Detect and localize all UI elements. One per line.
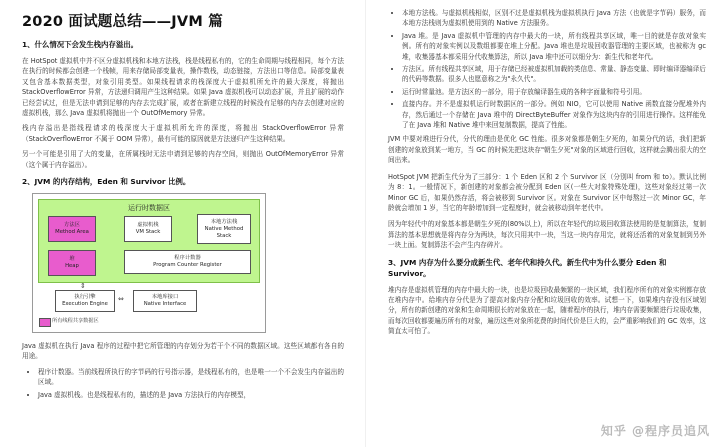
- right-column: [388, 8, 706, 343]
- heap-box: [48, 250, 96, 276]
- question-3-heading: 3、JVM 内存为什么要分成新生代、老年代和持久代。新生代中为什么要分 Eden 和 Survivor。: [388, 257, 667, 278]
- question-2-heading: 2、JVM 的内存结构，Eden 和 Survivor 比例。: [22, 177, 191, 187]
- document-title: 2020 面试题总结——JVM 篇: [22, 14, 223, 30]
- list-item: • 程序计数器。当前线程所执行的字节码的行号指示器，是线程私有的，也是唯一一个不会发生内存溢出的区域。: [38, 367, 344, 388]
- vm-stack-box: [124, 216, 172, 242]
- list-item: • 方法区。所有线程共享区域，用于存储已经被虚拟机加载的类信息、常量、静态变量、即时编译器编译后的代码等数据。很多人也愿意称之为"永久代"。: [402, 64, 706, 85]
- list-item: • Java 堆。是 Java 虚拟机中管理的内存中最大的一块，所有线程共享区域，唯一目的就是存放对象实例。所有的对象实例以及数组都要在堆上分配。Java 堆也是垃圾回收器管理的主要区域，也被称为 gc 堆，收集器基本都采用分代收集算法，所以 Java 堆中还可以细分为：新生代和老年代。: [402, 31, 706, 62]
- method-area-cn: 方法区: [64, 222, 80, 229]
- pc-register-cn: 程序计数器: [174, 255, 201, 262]
- native-interface-en: Native Interface: [143, 301, 187, 308]
- paragraph: 栈内存溢出是指线程请求的栈深度大于虚拟机所允许的深度，将抛出 StackOverflowError 异常（StackOverflowError 不属于 OOM 异常），最有可能的原因就是方法递归产生这种结果。: [22, 124, 344, 143]
- paragraph: HotSpot JVM 把新生代分为了三部分：1 个 Eden 区和 2 个 Survivor 区（分别叫 from 和 to）。默认比例为 8：1。一般情况下，新创建的对象都会被分配到 Eden 区(一些大对象特殊处理)，这些对象经过第一次 Minor GC 后，如果仍然存活，将会被移到 Survivor 区。对象在 Survivor 区中每熬过一次 Minor GC，年龄就会增加 1 岁，当它的年龄增加到一定程度时，就会被移动到年老代中。: [388, 172, 706, 212]
- paragraph: 另一个可能是引用了大的变量，在所属栈时无法申请到足够的内存空间，则抛出 OutOfMemoryError 异常（这个属于内存溢出）。: [22, 150, 344, 169]
- left-column: [22, 0, 344, 404]
- runtime-data-area: [38, 199, 260, 283]
- watermark: 知乎 @程序员追风: [600, 424, 710, 438]
- paragraph: 堆内存是虚拟机管理的内存中最大的一块，也是垃圾回收最频繁的一块区域，我们程序所有的对象实例都存放在堆内存中。给堆内存分代是为了提高对象内存分配和垃圾回收的效率。试想一下，如果堆内存没有区域划分，所有的新创建的对象和生命周期很长的对象放在一起，随着程序的执行，堆内存需要频繁进行垃圾收集，而每次回收都要遍历所有的对象，遍历这些对象所花费的时间代价是巨大的，会严重影响我们的 GC 效率，这简直太可怕了。: [388, 285, 706, 336]
- native-stack-cn: 本地方法栈: [210, 218, 238, 225]
- native-stack-en-1: Native Method: [204, 225, 244, 232]
- paragraph: 因为年轻代中的对象基本都是朝生夕死的(80%以上)，所以在年轻代的垃圾回收算法使用的是复制算法，复制算法的基本思想就是将内存分为两块，每次只用其中一块，当这一块内存用完，就将还活着的对象复制到另外一块上面。复制算法不会产生内存碎片。: [388, 220, 706, 250]
- memory-area-list: [388, 8, 706, 130]
- execution-engine-box: [55, 290, 115, 312]
- native-method-stack-box: [197, 214, 251, 244]
- list-item: • 直接内存。并不是虚拟机运行时数据区的一部分。例如 NIO，它可以使用 Native 函数直接分配堆外内存，然后通过一个存储在 Java 堆中的 DirectByteBuffer 对象作为这块内存的引用进行操作。这样能免了在 Java 堆和 Native 堆中来回复制数据，提高了性能。: [402, 99, 706, 130]
- memory-area-list: [22, 367, 344, 400]
- program-counter-box: [124, 250, 251, 274]
- method-area-box: [48, 216, 96, 242]
- list-item: • 本地方法栈。与虚拟机栈相似，区别不过是虚拟机栈为虚拟机执行 Java 方法（也就是字节码）服务，而本地方法栈则为虚拟机使用到的 Native 方法服务。: [402, 8, 706, 29]
- paragraph: JVM 中要对堆进行分代，分代的理由是优化 GC 性能。很多对象都是朝生夕死的，如果分代的话，我们把新创建的对象放到某一地方，当 GC 的时候先把这块存"朝生夕死"对象的区域进行回收，这样就会腾出很大的空间出来。: [388, 135, 706, 165]
- arrow-icon: ⇔: [118, 295, 124, 304]
- legend-swatch: [39, 318, 51, 327]
- vm-stack-en: VM Stack: [135, 229, 161, 236]
- runtime-data-area-title: 运行时数据区: [128, 204, 170, 213]
- legend-text: 所有线程共享数据区: [52, 318, 99, 325]
- column-divider: [365, 0, 366, 447]
- exec-engine-en: Execution Engine: [62, 301, 108, 308]
- list-item: • 运行时常量池。是方法区的一部分，用于存放编译器生成的各种字面量和符号引用。: [402, 87, 706, 97]
- arrow-icon: ⇕: [80, 282, 86, 291]
- exec-engine-cn: 执行引擎: [74, 294, 96, 301]
- paragraph: Java 虚拟机在执行 Java 程序的过程中把它所管理的内存划分为若干个不同的数据区域。这些区域都有各自的用途。: [22, 342, 344, 361]
- paragraph: 在 HotSpot 虚拟机中并不区分虚拟机栈和本地方法栈，栈是线程私有的，它的生命周期与线程相同，每个方法在执行的时候都会创建一个栈帧，用来存储局部变量表，操作数栈，动态链接，方法出口等信息。局部变量表又包含基本数据类型，对象引用类型。如果线程请求的栈深度大于虚拟机所允许的最大深度，将抛出 StackOverflowError 异常，方法递归调用产生这种结果。如果 Java 虚拟机栈可以动态扩展，并且扩展的动作已经尝试过，但是无法申请到足够的内存去完成扩展，或者在新建立线程的时候没有足够的内存去创建对应的虚拟机栈，那么 Java 虚拟机将抛出一个 OutOfMemory 异常。: [22, 57, 344, 118]
- vm-stack-cn: 虚拟机栈: [137, 222, 159, 229]
- list-item: • Java 虚拟机栈。也是线程私有的，描述的是 Java 方法执行的内存模型，: [38, 390, 344, 400]
- heap-en: Heap: [65, 263, 79, 270]
- pc-register-en: Program Counter Register: [153, 262, 222, 269]
- heap-cn: 堆: [69, 256, 75, 263]
- jvm-memory-diagram: [32, 193, 266, 333]
- method-area-en: Method Area: [55, 229, 89, 236]
- native-interface-box: [133, 290, 197, 312]
- native-interface-cn: 本地库接口: [151, 294, 179, 301]
- native-stack-en-2: Stack: [216, 232, 232, 239]
- question-1-heading: 1、什么情况下会发生栈内存溢出。: [22, 40, 139, 49]
